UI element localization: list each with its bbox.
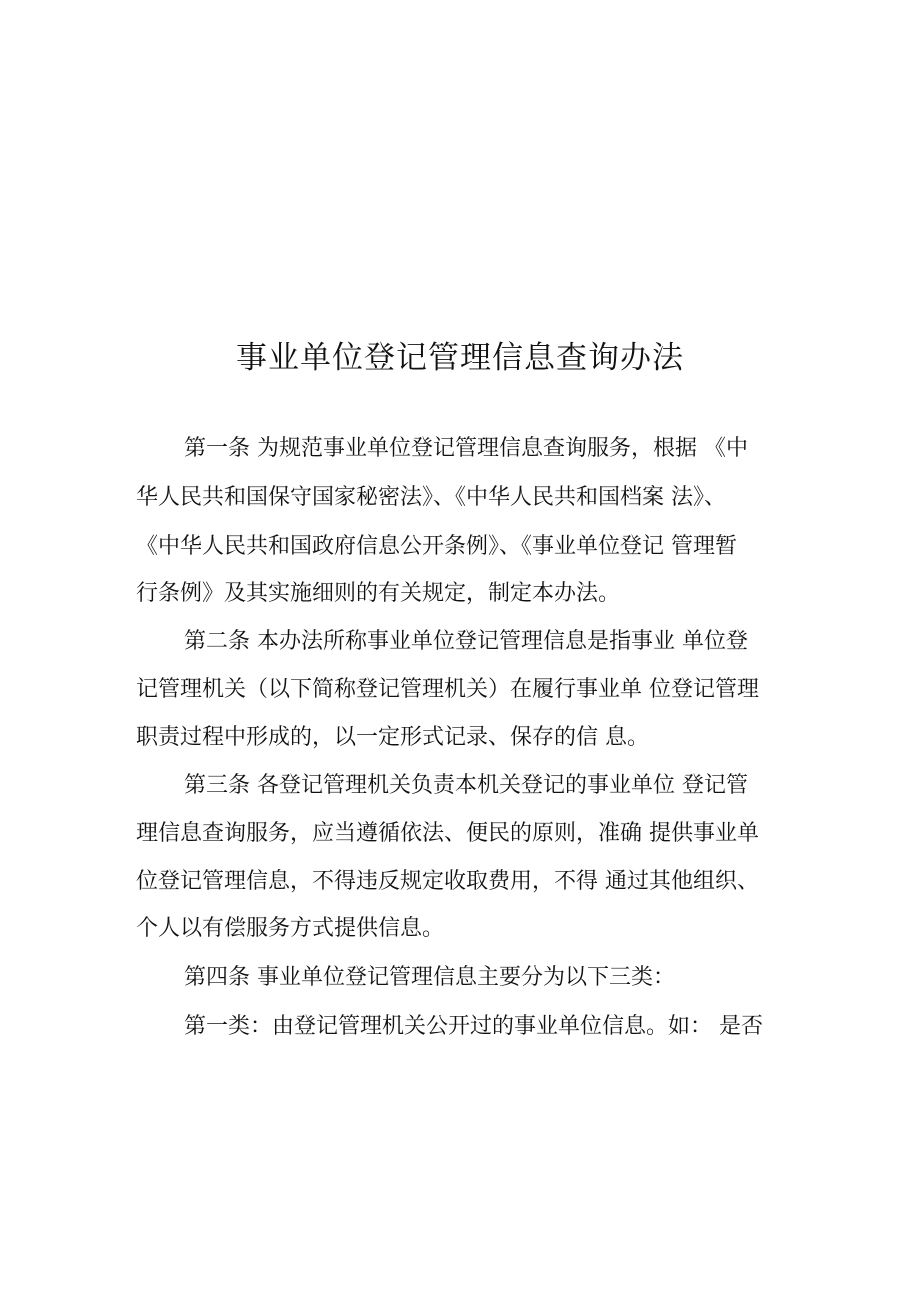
article-3-line-1: 第三条 各登记管理机关负责本机关登记的事业单位 登记管 (184, 773, 748, 798)
category-1-line-1: 第一类：由登记管理机关公开过的事业单位信息。如： 是否 (184, 1014, 763, 1039)
article-2-line-2: 记管理机关（以下简称登记管理机关）在履行事业单 位登记管理 (136, 677, 759, 702)
article-3-line-3: 位登记管理信息，不得违反规定收取费用，不得 通过其他组织、 (136, 869, 759, 894)
article-1-line-4: 行条例》及其实施细则的有关规定，制定本办法。 (136, 581, 621, 606)
article-3-line-4: 个人以有偿服务方式提供信息。 (136, 916, 445, 941)
article-2-line-3: 职责过程中形成的，以一定形式记录、保存的信 息。 (136, 725, 649, 750)
article-3-line-2: 理信息查询服务，应当遵循依法、便民的原则，准确 提供事业单 (136, 821, 759, 846)
article-1-line-1: 第一条 为规范事业单位登记管理信息查询服务，根据 《中 (184, 436, 748, 461)
article-2-line-1: 第二条 本办法所称事业单位登记管理信息是指事业 单位登 (184, 629, 748, 654)
article-4-line-1: 第四条 事业单位登记管理信息主要分为以下三类： (184, 965, 675, 990)
article-1-line-3: 《中华人民共和国政府信息公开条例》、《事业单位登记 管理暂 (136, 534, 737, 559)
article-1-line-2: 华人民共和国保守国家秘密法》、《中华人民共和国档案 法》、 (136, 485, 726, 510)
document-title: 事业单位登记管理信息查询办法 (236, 340, 684, 376)
